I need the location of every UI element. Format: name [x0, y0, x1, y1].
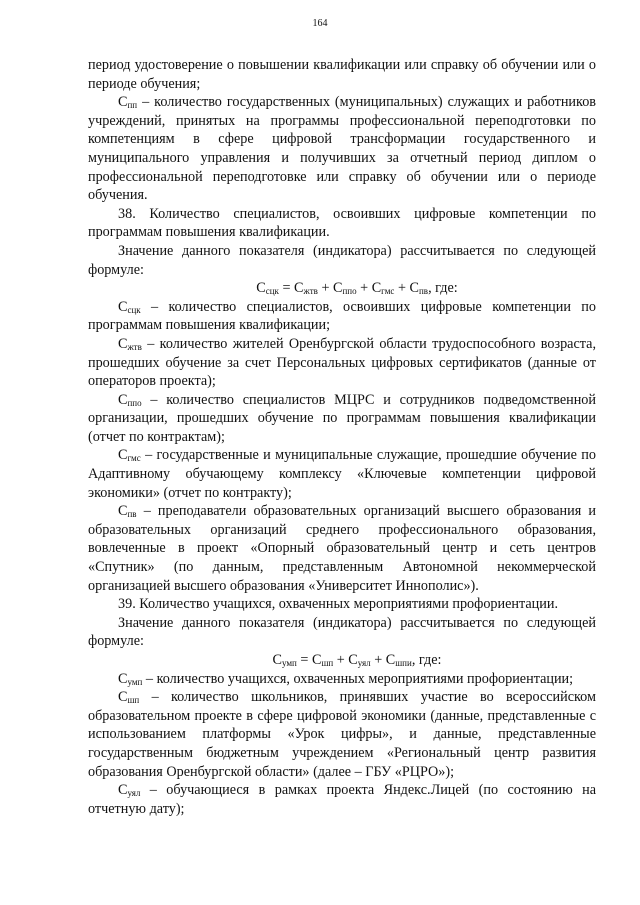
- paragraph: Значение данного показателя (индикатора) рассчитывается по следующей формуле:: [88, 242, 596, 278]
- definition-paragraph: $С_{сцк}$ – количество специалистов, освоивших цифровые компетенции по программам повышения квалификации;: [88, 298, 596, 334]
- definition-paragraph: $С_{умп}$ – количество учащихся, охваченных мероприятиями профориентации;: [118, 670, 574, 687]
- definition-paragraph: $С_{жтв}$ – количество жителей Оренбургской области трудоспособного возраста, прошедших обучение за счет Персональных цифровых сертификатов (данные от операторов проекта);: [88, 335, 596, 390]
- definition-paragraph: $С_{пв}$ – преподаватели образовательных организаций высшего образования и образовательных организаций среднего профессионального образования, вовлеченные в проект «Опорный образовательный центр и сеть центров «Спутник» (по данным, представленным Автономной некоммерческой организацией высшего образования «Университет Иннополис»).: [88, 503, 596, 594]
- formula-38: $С_{сцк} = С_{жтв} + С_{ппо} + С_{гмс} + С_{пв}$, где:: [256, 280, 458, 297]
- definition-paragraph: $С_{уял}$ – обучающиеся в рамках проекта Яндекс.Лицей (по состоянию на отчетную дату);: [88, 782, 596, 817]
- section-39-heading: 39. Количество учащихся, охваченных мероприятиями профориентации.: [118, 596, 558, 613]
- definition-paragraph: $С_{пп}$ – количество государственных (муниципальных) служащих и работников учреждений, принятых на программы профессиональной переподготовки по компетенциям в сфере цифровой трансформации государственного и муниципального управления и получивших за отчетный период диплом о профессиональной переподготовке или справку об обучении или о периоде обучения.: [88, 94, 596, 204]
- page-number: 164: [312, 18, 328, 29]
- paragraph: Значение данного показателя (индикатора) рассчитывается по следующей формуле:: [88, 614, 596, 650]
- definition-paragraph: $С_{гмс}$ – государственные и муниципальные служащие, прошедшие обучение по Адаптивному обучающему комплексу «Ключевые компетенции цифровой экономики» (отчет по контракту);: [88, 447, 596, 501]
- paragraph: период удостоверение о повышении квалификации или справку об обучении или о периоде обучения;: [88, 57, 596, 92]
- document-body: [88, 56, 596, 818]
- definition-paragraph: $С_{шп}$ – количество школьников, принявших участие во всероссийском образовательном проекте в сфере цифровой экономики (данные, представленные с использованием платформы «Урок цифры», и данные, представленные государственным бюджетным учреждением «Региональный центр развития образования Оренбургской области» (далее – ГБУ «РЦРО»);: [88, 689, 596, 780]
- definition-paragraph: $С_{ппо}$ – количество специалистов МЦРС и сотрудников подведомственной организации, прошедших обучение по программам повышения квалификации (отчет по контрактам);: [88, 391, 596, 445]
- formula-39: $С_{умп} = С_{шп} + С_{уял} + С_{шпи}$, где:: [272, 652, 442, 668]
- section-38-heading: 38. Количество специалистов, освоивших цифровые компетенции по программам повышения квалификации.: [88, 205, 596, 241]
